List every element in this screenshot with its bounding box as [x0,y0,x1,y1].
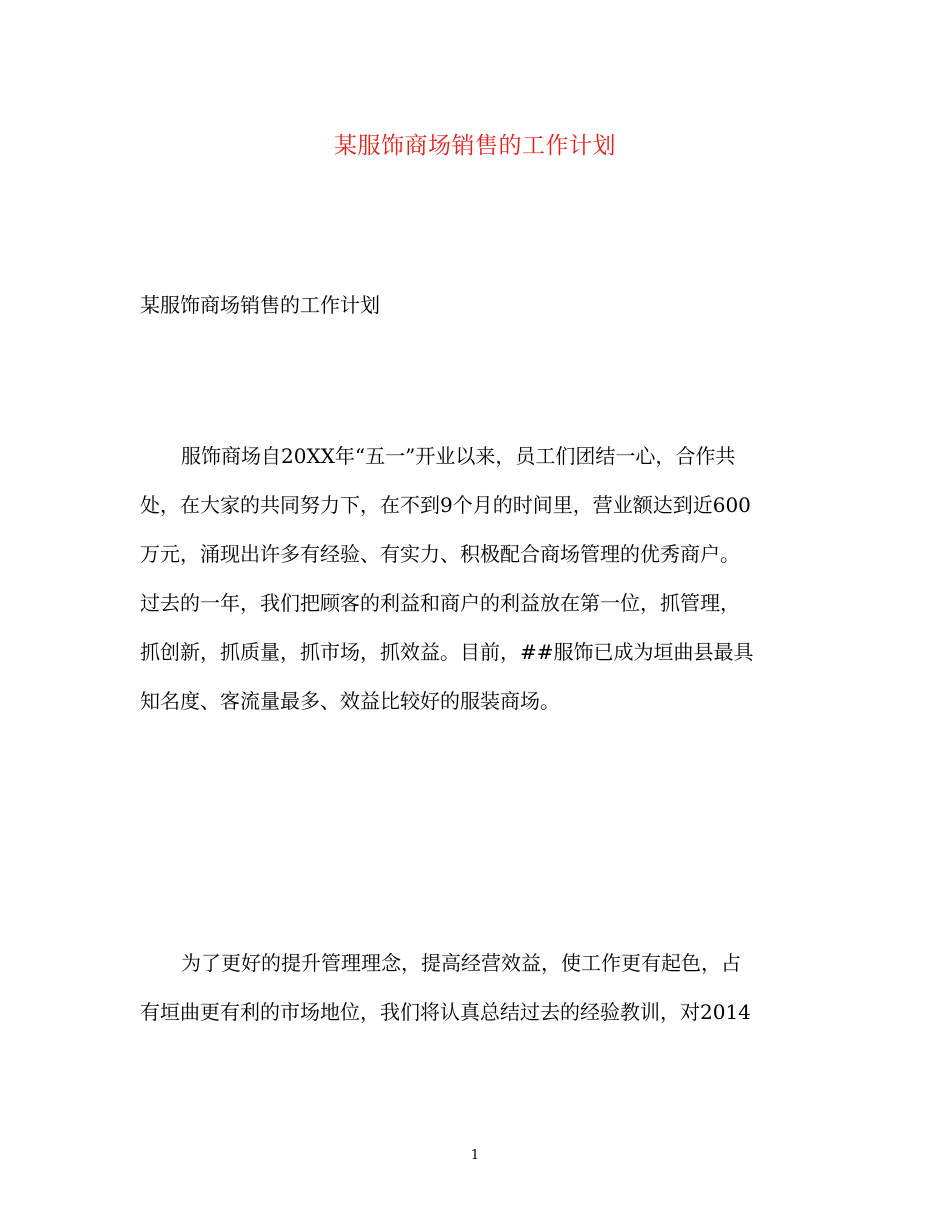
page-number: 1 [470,1148,480,1163]
paragraph-line: 处，在大家的共同努力下，在不到9个月的时间里，营业额达到近600 [140,493,751,517]
paragraph-line: 过去的一年，我们把顾客的利益和商户的利益放在第一位，抓管理， [140,591,740,615]
paragraph-line: 抓创新，抓质量，抓市场，抓效益。目前，##服饰已成为垣曲县最具 [140,640,754,664]
paragraph-1 [140,432,820,726]
paragraph-line: 知名度、客流量最多、效益比较好的服装商场。 [140,689,560,713]
document-subtitle: 某服饰商场销售的工作计划 [140,293,380,317]
paragraph-line: 万元，涌现出许多有经验、有实力、积极配合商场管理的优秀商户。 [140,542,740,566]
document-title: 某服饰商场销售的工作计划 [334,133,616,159]
paragraph-line: 服饰商场自20XX年“五一”开业以来，员工们团结一心，合作共 [181,444,736,468]
paragraph-line: 有垣曲更有利的市场地位，我们将认真总结过去的经验教训，对2014 [140,1000,751,1024]
paragraph-2 [140,939,820,1037]
paragraph-line: 为了更好的提升管理理念，提高经营效益，使工作更有起色，占 [181,951,741,975]
